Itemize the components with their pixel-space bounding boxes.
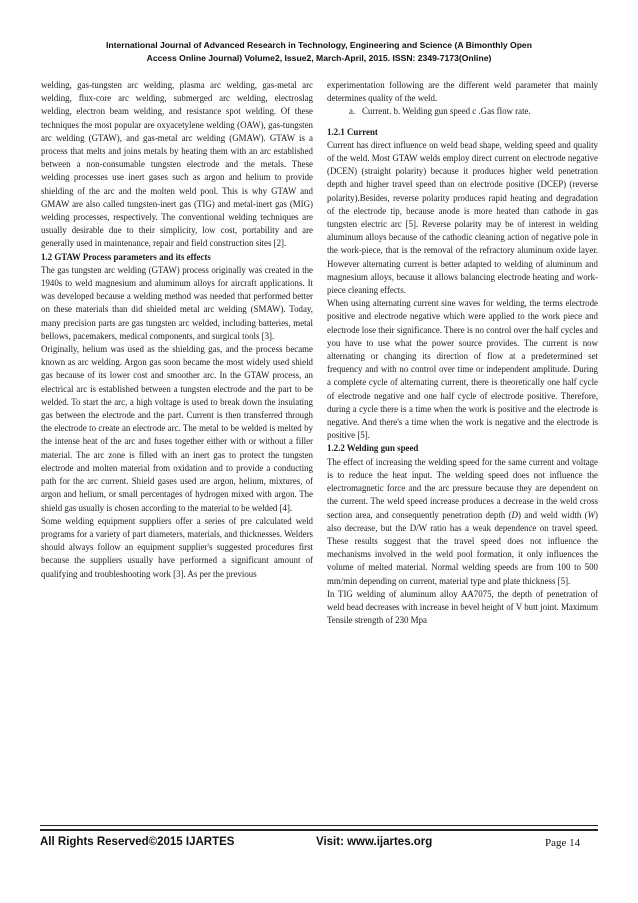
text-run: ) also decrease, but the D/W ratio has a weak dependence on travel speed. These results suggest that the travel speed does not influence the mechanisms involved in the weld pool formation, it only influences the volume of melted material. Normal welding speeds are from 100 to 500 mm/min depending on current, material type and plate thickness [5]. bbox=[327, 509, 598, 586]
paragraph-welding-speed bbox=[327, 456, 598, 588]
page-number: Page 14 bbox=[545, 837, 581, 849]
journal-header-line-2: Access Online Journal) Volume2, Issue2, March-April, 2015. ISSN: 2349-7173(Online) bbox=[146, 53, 492, 63]
text-run: ) and weld width ( bbox=[517, 509, 588, 520]
journal-header-line-1: International Journal of Advanced Research in Technology, Engineering and Science (A Bimonthly Open bbox=[106, 40, 532, 50]
parameter-list-item bbox=[349, 105, 598, 118]
footer-website: Visit: www.ijartes.org bbox=[316, 836, 433, 848]
footer-rule-thick bbox=[40, 829, 598, 831]
paragraph-tig-aa7075: In TIG welding of aluminum alloy AA7075, the depth of penetration of weld bead decreases with increase in bevel height of V butt joint. Maximum Tensile strength of 230 Mpa bbox=[327, 588, 598, 626]
paragraph-current-polarity: Current has direct influence on weld bead shape, welding speed and quality of the weld. Most GTAW welds employ direct current on electrode negative (DCEN) (straight polarity) because it produces higher weld penetration depth and higher travel speed than on electrode positive (DCEP) (reverse polarity).Besides, reverse polarity produces rapid heating and degradation of the electrode tip, because anode is more heated than cathode in gas tungsten electric arc [5]. Reverse polarity may be of interest in welding aluminum alloys because of the cathodic cleaning action of negative pole in the work-piece, that is the removal of the refractory aluminum oxide layer. However alternating current is better adapted to welding of aluminum and magnesium alloys, because it allows balancing electrode heating and work-piece cleaning effects. bbox=[327, 139, 598, 296]
list-marker: a. bbox=[349, 106, 356, 117]
footer-copyright: All Rights Reserved©2015 IJARTES bbox=[40, 836, 235, 848]
paragraph-welding-techniques: welding, gas-tungsten arc welding, plasma arc welding, gas-metal arc welding, flux-core arc welding, submerged arc welding, electroslag welding, electron beam welding, and resistance spot welding. Of these techniques the most popular are oxyacetylene welding (OAW), gas-tungsten arc welding (GTAW), and gas-metal arc welding (GMAW). GTAW is a process that melts and joins metals by heating them with an arc established between a non-consumable tungsten electrode and the metals. These welding processes use inert gases such as argon and helium to provide shielding of the arc and the molten weld pool. This is why GTAW and GMAW are also called tungsten-inert gas (TIG) and metal-inert gas (MIG) welding processes, respectively. The conventional welding techniques are usually desirable due to their simplicity, low cost, portability and are generally used in maintenance, repair and field construction sites [2]. bbox=[41, 80, 313, 249]
section-heading-current: 1.2.1 Current bbox=[327, 126, 378, 137]
paragraph-weld-programs: Some welding equipment suppliers offer a series of pre calculated weld programs for a variety of part diameters, materials, and thicknesses. Welders should always follow an equipment supplier's suggested procedures first because the suppliers usually have performed a significant amount of qualifying and troubleshooting work [3]. As per the previous bbox=[41, 515, 313, 579]
paragraph-weld-parameters-intro: experimentation following are the different weld parameter that mainly determines quality of the weld. bbox=[327, 80, 598, 104]
footer-rule-thin bbox=[40, 825, 598, 826]
list-item-text: Current. b. Welding gun speed c .Gas flow rate. bbox=[362, 106, 531, 117]
section-heading-gtaw-parameters: 1.2 GTAW Process parameters and its effects bbox=[41, 251, 211, 262]
paragraph-shielding-gas: Originally, helium was used as the shielding gas, and the process became known as arc welding. Argon gas soon became the most widely used shield gas because of its lower cost and smoother arc. In the GTAW process, an electrical arc is established between a tungsten electrode and the part to be welded. To start the arc, a high voltage is used to break down the insulating gas between the electrode and the part. Current is then transferred through the electrode to create an electrode arc. The metal to be welded is melted by the intense heat of the arc and fuses together either with or without a filler material. The arc zone is filled with an inert gas to protect the tungsten electrode and molten material from oxidation and to provide a conducting path for the arc current. Shield gases used are argon, helium, mixtures, of argon and helium, or small percentages of hydrogen mixed with argon. The shield gas usually is chosen according to the material to be welded [4]. bbox=[41, 344, 313, 513]
symbol-width: W bbox=[587, 509, 596, 520]
paragraph-gtaw-history: The gas tungsten arc welding (GTAW) process originally was created in the 1940s to weld magnesium and aluminum alloys for aircraft applications. It was developed because a welding method was needed that performed better on these materials than did shielded metal arc welding (SMAW). Today, many precision parts are gas tungsten arc welded, including batteries, metal bellows, pacemakers, medical components, and surgical tools [3]. bbox=[41, 264, 313, 341]
symbol-depth: D bbox=[511, 509, 518, 520]
section-heading-welding-gun-speed: 1.2.2 Welding gun speed bbox=[327, 443, 419, 454]
paragraph-alternating-current: When using alternating current sine waves for welding, the terms electrode positive and electrode negative which were applied to the work piece and electrode lose their significance. There is no control over the half cycles and you have to use what the power source provides. The current is now alternating or changing its direction of flow at a predetermined set frequency and with no control over time or independent amplitude. During a complete cycle of alternating current, there is theoretically one half cycle of electrode negative and one half cycle of electrode positive. Therefore, during a cycle there is a time when the work is positive and the electrode is negative. And there's a time when the work is negative and the electrode is positive [5]. bbox=[327, 298, 598, 441]
left-column bbox=[41, 79, 313, 581]
right-column bbox=[327, 79, 598, 627]
text-run: The effect of increasing the welding speed for the same current and voltage is to reduce the heat input. The welding speed does not influence the electromagnetic force and the arc pressure because they are dependent on the current. The weld speed increase produces a decrease in the weld cross section area, and consequently penetration depth ( bbox=[327, 456, 598, 520]
